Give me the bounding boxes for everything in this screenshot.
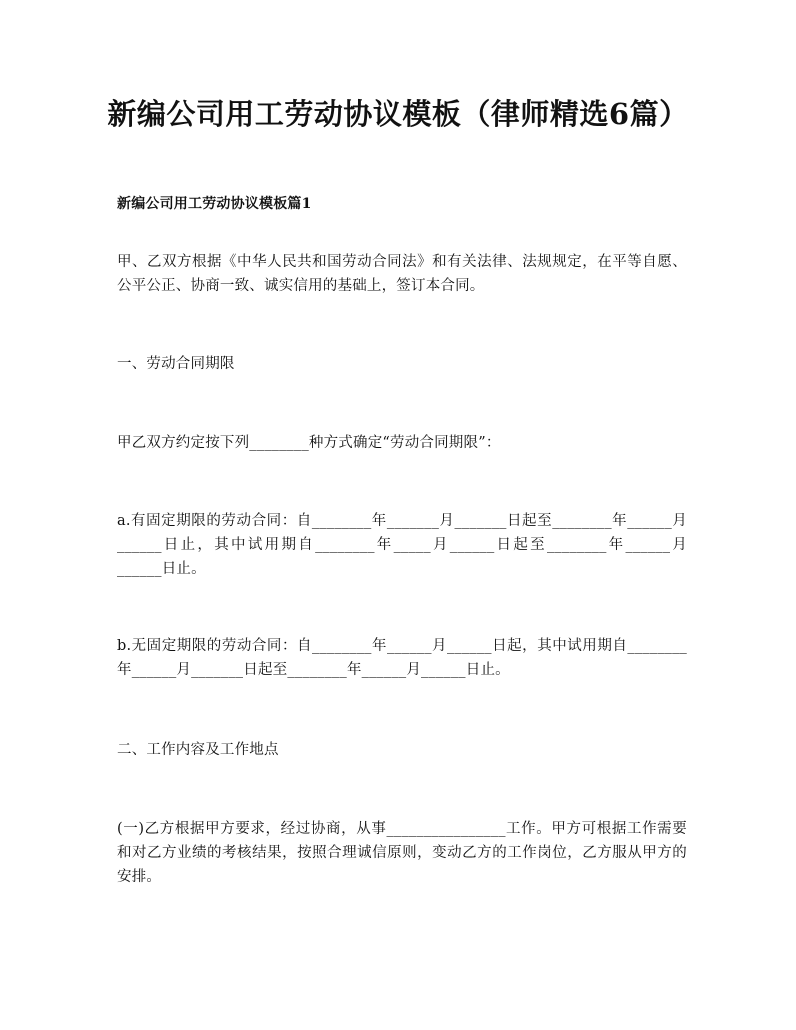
agreement-subtitle: 新编公司用工劳动协议模板篇1 [117,196,312,212]
intro-paragraph: 甲、乙双方根据《中华人民共和国劳动合同法》和有关法律、法规规定，在平等自愿、公平公正、协商一致、诚实信用的基础上，签订本合同。 [117,254,687,294]
section-1-heading: 一、劳动合同期限 [117,356,235,372]
section-1-item-b: b.无固定期限的劳动合同：自________年______月______日起，其中试用期自________年______月_______日起至________年______月______日止。 [117,638,687,678]
document-title: 新编公司用工劳动协议模板（律师精选6篇） [107,97,689,131]
section-2-item-1: (一)乙方根据甲方要求，经过协商，从事________________工作。甲方可根据工作需要和对乙方业绩的考核结果，按照合理诚信原则，变动乙方的工作岗位，乙方服从甲方的安排。 [117,821,687,885]
section-2-heading: 二、工作内容及工作地点 [117,742,279,758]
section-1-item-a: a.有固定期限的劳动合同：自________年_______月_______日起至________年______月______日止，其中试用期自________年_____月______日起至________年______月______日止。 [117,513,687,577]
section-1-intro: 甲乙双方约定按下列________种方式确定“劳动合同期限”： [117,435,501,451]
